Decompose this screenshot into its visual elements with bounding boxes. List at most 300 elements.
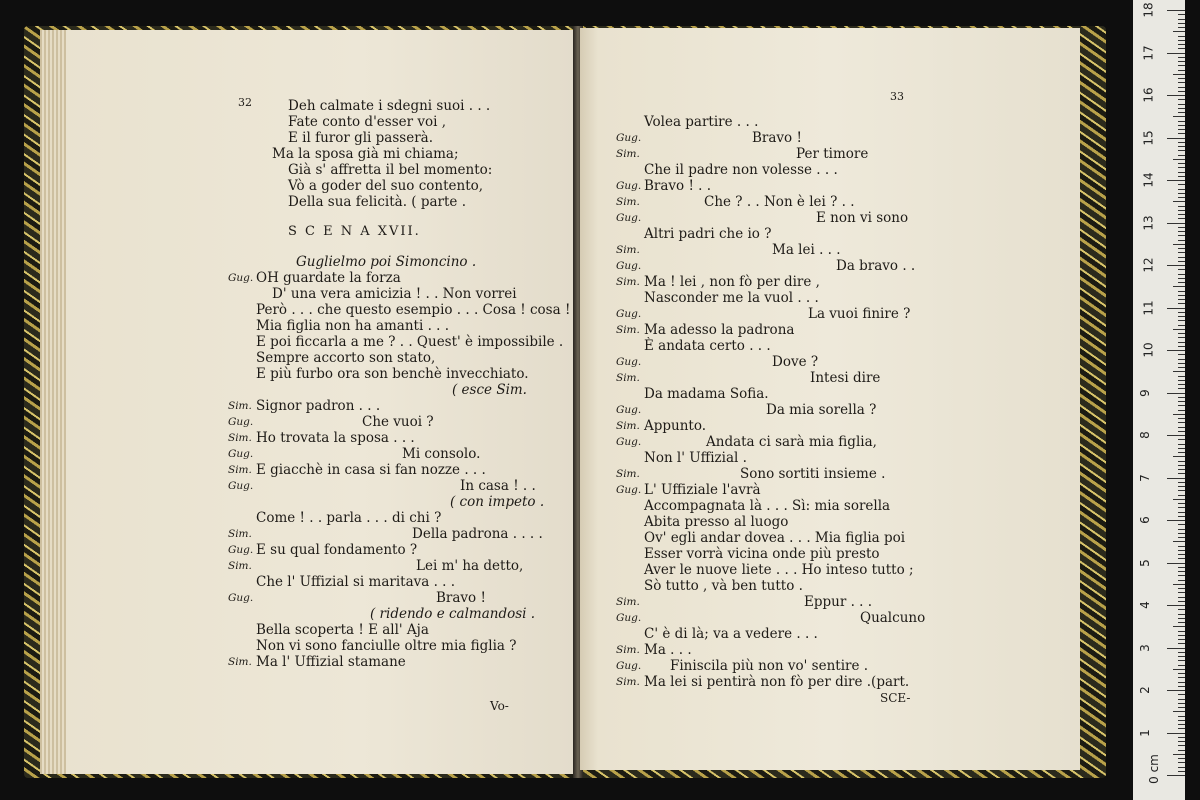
ruler-tick	[1178, 155, 1185, 156]
ruler-tick	[1178, 78, 1185, 79]
ruler-tick	[1167, 350, 1185, 351]
ruler-tick	[1178, 82, 1185, 83]
text-line: La vuoi finire ?	[808, 306, 911, 322]
ruler-tick	[1178, 571, 1185, 572]
text-line: Bella scoperta ! E all' Aja	[256, 622, 429, 638]
text-line: Bravo !	[436, 590, 486, 606]
ruler-tick	[1178, 537, 1185, 538]
ruler-tick	[1178, 750, 1185, 751]
text-line: Che il padre non volesse . . .	[644, 162, 838, 178]
ruler-number: 15	[1141, 129, 1156, 146]
speaker-label: Sim.	[228, 560, 252, 572]
ruler-tick	[1178, 405, 1185, 406]
ruler-tick	[1178, 384, 1185, 385]
text-line: Intesi dire	[810, 370, 881, 386]
text-line: Della padrona . . . .	[412, 526, 543, 542]
ruler-tick	[1178, 410, 1185, 411]
ruler-tick	[1178, 452, 1185, 453]
ruler-number: 14	[1141, 172, 1156, 188]
ruler-tick	[1178, 231, 1185, 232]
ruler-tick	[1178, 388, 1185, 389]
ruler-tick	[1167, 733, 1185, 734]
page-number-right: 33	[890, 90, 904, 103]
ruler-tick	[1178, 282, 1185, 283]
text-line: E non vi sono	[816, 210, 909, 226]
ruler-tick	[1178, 214, 1185, 215]
ruler-tick	[1178, 57, 1185, 58]
ruler-tick	[1178, 354, 1185, 355]
ruler-tick	[1167, 180, 1185, 181]
speaker-label: Gug.	[228, 272, 254, 284]
speaker-label: Gug.	[616, 260, 642, 272]
ruler-tick	[1178, 397, 1185, 398]
ruler-tick	[1178, 291, 1185, 292]
ruler-tick	[1178, 206, 1185, 207]
ruler-tick	[1178, 325, 1185, 326]
ruler-tick	[1173, 286, 1185, 287]
text-line: Accompagnata là . . . Sì: mia sorella	[644, 498, 891, 514]
ruler-tick	[1178, 146, 1185, 147]
text-line: Ma ! lei , non fò per dire ,	[644, 274, 820, 290]
ruler-tick	[1178, 512, 1185, 513]
ruler-tick	[1178, 189, 1185, 190]
ruler-tick	[1178, 14, 1185, 15]
text-line: Ma . . .	[644, 642, 692, 658]
ruler-tick	[1178, 193, 1185, 194]
ruler-tick	[1178, 724, 1185, 725]
ruler-tick	[1178, 172, 1185, 173]
speaker-label: Gug.	[616, 436, 642, 448]
ruler-tick	[1178, 367, 1185, 368]
ruler-tick	[1178, 278, 1185, 279]
ruler-tick	[1178, 601, 1185, 602]
ruler-tick	[1178, 656, 1185, 657]
text-line: Ma la sposa già mi chiama;	[272, 146, 459, 162]
text-line: E su qual fondamento ?	[256, 542, 418, 558]
ruler-tick	[1167, 138, 1185, 139]
text-line: Però . . . che questo esempio . . . Cosa ! cosa !	[256, 302, 571, 318]
page-number-left: 32	[238, 96, 252, 109]
ruler-tick	[1178, 320, 1185, 321]
ruler-tick	[1178, 125, 1185, 126]
text-line: Appunto.	[644, 418, 707, 434]
speaker-label: Sim.	[228, 656, 252, 668]
ruler-number: 12	[1141, 257, 1156, 273]
ruler-tick	[1178, 682, 1185, 683]
ruler-tick	[1178, 516, 1185, 517]
text-line: Finiscila più non vo' sentire .	[670, 658, 869, 674]
text-line: È andata certo . . .	[644, 338, 771, 354]
ruler-tick	[1167, 265, 1185, 266]
ruler-tick	[1178, 342, 1185, 343]
text-line: Bravo ! . .	[644, 178, 712, 194]
ruler-tick	[1173, 329, 1185, 330]
text-line: Della sua felicità. ( parte .	[288, 194, 467, 210]
ruler-tick	[1178, 465, 1185, 466]
ruler-tick	[1178, 597, 1185, 598]
ruler-tick	[1178, 665, 1185, 666]
ruler-tick	[1178, 524, 1185, 525]
ruler-tick	[1167, 690, 1185, 691]
ruler-tick	[1178, 252, 1185, 253]
ruler-tick	[1178, 36, 1185, 37]
ruler-tick	[1178, 703, 1185, 704]
speaker-label: Sim.	[616, 196, 640, 208]
ruler-tick	[1178, 652, 1185, 653]
speaker-label: Sim.	[616, 324, 640, 336]
speaker-label: Sim.	[228, 528, 252, 540]
ruler-tick	[1178, 588, 1185, 589]
ruler-tick	[1178, 737, 1185, 738]
ruler-tick	[1173, 456, 1185, 457]
ruler-tick	[1178, 592, 1185, 593]
ruler-tick	[1178, 609, 1185, 610]
text-line: Signor padron . . .	[256, 398, 381, 414]
ruler-tick	[1178, 622, 1185, 623]
text-line: Lei m' ha detto,	[416, 558, 524, 574]
text-line: In casa ! . .	[460, 478, 536, 494]
ruler-tick	[1178, 167, 1185, 168]
ruler-tick	[1178, 580, 1185, 581]
page-edges	[40, 30, 66, 774]
ruler-tick	[1178, 65, 1185, 66]
text-line: Per timore	[796, 146, 869, 162]
ruler-tick	[1178, 567, 1185, 568]
text-line: Che ? . . Non è lei ? . .	[704, 194, 855, 210]
text-line: ( esce Sim.	[452, 382, 527, 398]
text-line: C' è di là; va a vedere . . .	[644, 626, 818, 642]
ruler-tick	[1178, 677, 1185, 678]
speaker-label: Sim.	[228, 432, 252, 444]
ruler-tick	[1173, 499, 1185, 500]
ruler-tick	[1178, 716, 1185, 717]
ruler-tick	[1178, 639, 1185, 640]
text-line: Andata ci sarà mia figlia,	[706, 434, 877, 450]
ruler-tick	[1178, 490, 1185, 491]
ruler-tick	[1178, 269, 1185, 270]
ruler-number: 7	[1137, 473, 1152, 482]
speaker-label: Gug.	[228, 592, 254, 604]
ruler-tick	[1178, 142, 1185, 143]
text-line: Nasconder me la vuol . . .	[644, 290, 819, 306]
ruler-tick	[1178, 295, 1185, 296]
ruler-tick	[1173, 584, 1185, 585]
speaker-label: Gug.	[228, 480, 254, 492]
ruler-tick	[1178, 108, 1185, 109]
text-line: Già s' affretta il bel momento:	[288, 162, 493, 178]
text-line: Vò a goder del suo contento,	[288, 178, 484, 194]
ruler-tick	[1178, 631, 1185, 632]
ruler-tick	[1173, 669, 1185, 670]
left-page	[40, 30, 575, 774]
text-line: Mia figlia non ha amanti . . .	[256, 318, 450, 334]
ruler-tick	[1178, 507, 1185, 508]
ruler-tick	[1178, 337, 1185, 338]
ruler-tick	[1178, 112, 1185, 113]
ruler-tick	[1178, 376, 1185, 377]
text-line: L' Uffiziale l'avrà	[644, 482, 761, 498]
speaker-label: Sim.	[616, 276, 640, 288]
text-line: Aver le nuove liete . . . Ho inteso tutto ;	[644, 562, 914, 578]
catchword-right: SCE-	[880, 691, 911, 705]
ruler-number: 10	[1141, 342, 1156, 358]
ruler-number: 17	[1141, 44, 1156, 61]
ruler-tick	[1167, 478, 1185, 479]
ruler-tick	[1178, 643, 1185, 644]
ruler-tick	[1167, 308, 1185, 309]
ruler-tick	[1178, 558, 1185, 559]
ruler-tick	[1178, 363, 1185, 364]
ruler-tick	[1167, 95, 1185, 96]
text-line: Deh calmate i sdegni suoi . . .	[288, 98, 491, 114]
ruler-tick	[1178, 129, 1185, 130]
speaker-label: Sim.	[616, 644, 640, 656]
ruler-tick	[1178, 439, 1185, 440]
ruler-tick	[1178, 240, 1185, 241]
speaker-label: Gug.	[616, 132, 642, 144]
ruler-tick	[1178, 133, 1185, 134]
ruler-tick	[1178, 218, 1185, 219]
ruler-tick	[1178, 418, 1185, 419]
ruler-tick	[1178, 61, 1185, 62]
ruler-tick	[1178, 461, 1185, 462]
ruler-tick	[1178, 70, 1185, 71]
speaker-label: Sim.	[228, 464, 252, 476]
ruler-tick	[1178, 469, 1185, 470]
speaker-label: Sim.	[616, 420, 640, 432]
ruler-number: 3	[1137, 643, 1152, 652]
text-line: Fate conto d'esser voi ,	[288, 114, 447, 130]
ruler-tick	[1178, 495, 1185, 496]
ruler-tick	[1178, 660, 1185, 661]
ruler-tick	[1178, 91, 1185, 92]
ruler-tick	[1173, 626, 1185, 627]
text-line: S C E N A XVII.	[288, 224, 421, 239]
text-line: Sò tutto , và ben tutto .	[644, 578, 803, 594]
ruler-tick	[1173, 74, 1185, 75]
ruler-tick	[1178, 163, 1185, 164]
ruler-number: 1	[1137, 728, 1152, 737]
ruler-number: 16	[1141, 87, 1156, 103]
text-line: Qualcuno	[860, 610, 926, 626]
ruler-tick	[1173, 754, 1185, 755]
ruler-tick	[1178, 27, 1185, 28]
ruler-tick	[1178, 427, 1185, 428]
text-line: Esser vorrà vicina onde più presto	[644, 546, 880, 562]
ruler-tick	[1178, 333, 1185, 334]
text-line: Ma lei si pentirà non fò per dire .(part.	[644, 674, 910, 690]
text-line: Ma adesso la padrona	[644, 322, 795, 338]
text-line: Non vi sono fanciulle oltre mia figlia ?	[256, 638, 517, 654]
ruler-tick	[1178, 19, 1185, 20]
ruler-unit-label: 0 cm	[1146, 754, 1161, 784]
ruler-tick	[1178, 176, 1185, 177]
ruler-tick	[1178, 699, 1185, 700]
ruler-tick	[1178, 486, 1185, 487]
ruler-tick	[1178, 448, 1185, 449]
ruler-tick	[1178, 614, 1185, 615]
text-line: Ma lei . . .	[772, 242, 841, 258]
ruler-tick	[1178, 235, 1185, 236]
text-line: OH guardate la forza	[256, 270, 401, 286]
ruler-tick	[1178, 197, 1185, 198]
ruler-tick	[1178, 184, 1185, 185]
text-line: Guglielmo poi Simoncino .	[296, 254, 477, 270]
ruler-tick	[1178, 150, 1185, 151]
speaker-label: Sim.	[616, 372, 640, 384]
ruler-tick	[1178, 422, 1185, 423]
ruler-tick	[1167, 775, 1185, 776]
measuring-ruler	[1133, 0, 1185, 800]
text-line: Volea partire . . .	[644, 114, 759, 130]
ruler-tick	[1178, 720, 1185, 721]
ruler-tick	[1178, 503, 1185, 504]
speaker-label: Sim.	[616, 244, 640, 256]
ruler-tick	[1178, 431, 1185, 432]
ruler-tick	[1173, 711, 1185, 712]
text-line: Abita presso al luogo	[644, 514, 789, 530]
ruler-tick	[1178, 707, 1185, 708]
text-line: E giacchè in casa si fan nozze . . .	[256, 462, 486, 478]
text-line: Ho trovata la sposa . . .	[256, 430, 415, 446]
text-line: Da mia sorella ?	[766, 402, 877, 418]
text-line: E più furbo ora son benchè invecchiato.	[256, 366, 529, 382]
ruler-tick	[1178, 48, 1185, 49]
ruler-tick	[1178, 257, 1185, 258]
speaker-label: Gug.	[616, 212, 642, 224]
speaker-label: Gug.	[616, 180, 642, 192]
ruler-tick	[1178, 299, 1185, 300]
text-line: D' una vera amicizia ! . . Non vorrei	[272, 286, 517, 302]
text-line: Come ! . . parla . . . di chi ?	[256, 510, 442, 526]
ruler-tick	[1178, 380, 1185, 381]
ruler-tick	[1178, 40, 1185, 41]
ruler-number: 8	[1137, 431, 1152, 439]
ruler-tick	[1178, 533, 1185, 534]
text-line: Che vuoi ?	[362, 414, 434, 430]
ruler-tick	[1167, 563, 1185, 564]
text-line: Non l' Uffizial .	[644, 450, 747, 466]
text-line: Da madama Sofia.	[644, 386, 769, 402]
ruler-tick	[1178, 529, 1185, 530]
ruler-tick	[1178, 303, 1185, 304]
text-line: Mi consolo.	[402, 446, 481, 462]
text-line: Sono sortiti insieme .	[740, 466, 886, 482]
ruler-tick	[1178, 261, 1185, 262]
ruler-tick	[1178, 550, 1185, 551]
ruler-tick	[1178, 745, 1185, 746]
speaker-label: Gug.	[228, 544, 254, 556]
ruler-tick	[1178, 23, 1185, 24]
ruler-tick	[1167, 393, 1185, 394]
ruler-number: 13	[1141, 214, 1156, 231]
speaker-label: Gug.	[616, 484, 642, 496]
ruler-tick	[1178, 554, 1185, 555]
speaker-label: Gug.	[616, 660, 642, 672]
ruler-tick	[1178, 762, 1185, 763]
ruler-tick	[1178, 635, 1185, 636]
ruler-number: 4	[1137, 601, 1152, 609]
speaker-label: Sim.	[228, 400, 252, 412]
ruler-tick	[1178, 99, 1185, 100]
ruler-tick	[1178, 444, 1185, 445]
ruler-tick	[1173, 541, 1185, 542]
text-line: Ma l' Uffizial stamane	[256, 654, 406, 670]
ruler-tick	[1178, 473, 1185, 474]
text-line: Bravo !	[752, 130, 802, 146]
text-line: E poi ficcarla a me ? . . Quest' è impossibile .	[256, 334, 564, 350]
ruler-number: 18	[1141, 2, 1156, 18]
ruler-tick	[1178, 673, 1185, 674]
text-line: Altri padri che io ?	[644, 226, 772, 242]
ruler-tick	[1178, 316, 1185, 317]
ruler-tick	[1178, 44, 1185, 45]
ruler-tick	[1167, 10, 1185, 11]
ruler-tick	[1167, 223, 1185, 224]
text-line: E il furor gli passerà.	[288, 130, 433, 146]
text-line: Ov' egli andar dovea . . . Mia figlia poi	[644, 530, 906, 546]
ruler-tick	[1173, 371, 1185, 372]
ruler-tick	[1173, 159, 1185, 160]
ruler-tick	[1178, 758, 1185, 759]
speaker-label: Sim.	[616, 596, 640, 608]
ruler-tick	[1178, 346, 1185, 347]
ruler-tick	[1178, 104, 1185, 105]
speaker-label: Gug.	[228, 416, 254, 428]
ruler-tick	[1178, 728, 1185, 729]
text-line: ( con impeto .	[450, 494, 545, 510]
ruler-number: 2	[1137, 686, 1152, 694]
ruler-tick	[1178, 401, 1185, 402]
speaker-label: Gug.	[616, 308, 642, 320]
speaker-label: Sim.	[616, 148, 640, 160]
ruler-tick	[1178, 312, 1185, 313]
ruler-tick	[1178, 87, 1185, 88]
ruler-tick	[1178, 248, 1185, 249]
ruler-tick	[1178, 227, 1185, 228]
ruler-tick	[1178, 274, 1185, 275]
ruler-tick	[1178, 210, 1185, 211]
ruler-tick	[1167, 53, 1185, 54]
text-line: Da bravo . .	[836, 258, 916, 274]
catchword-left: Vo-	[490, 699, 509, 713]
text-line: Dove ?	[772, 354, 819, 370]
speaker-label: Gug.	[616, 612, 642, 624]
text-line: Che l' Uffizial si maritava . . .	[256, 574, 456, 590]
text-line: Sempre accorto son stato,	[256, 350, 436, 366]
ruler-tick	[1173, 31, 1185, 32]
text-line: ( ridendo e calmandosi .	[370, 606, 536, 622]
ruler-tick	[1178, 767, 1185, 768]
ruler-tick	[1178, 694, 1185, 695]
ruler-tick	[1167, 520, 1185, 521]
ruler-tick	[1178, 575, 1185, 576]
speaker-label: Gug.	[616, 404, 642, 416]
ruler-tick	[1178, 686, 1185, 687]
ruler-tick	[1167, 648, 1185, 649]
right-page	[580, 28, 1080, 770]
speaker-label: Sim.	[616, 468, 640, 480]
ruler-tick	[1173, 116, 1185, 117]
ruler-tick	[1173, 244, 1185, 245]
ruler-number: 5	[1137, 558, 1152, 567]
ruler-tick	[1178, 546, 1185, 547]
ruler-tick	[1167, 605, 1185, 606]
ruler-tick	[1178, 771, 1185, 772]
ruler-tick	[1178, 741, 1185, 742]
ruler-tick	[1173, 201, 1185, 202]
ruler-tick	[1178, 482, 1185, 483]
